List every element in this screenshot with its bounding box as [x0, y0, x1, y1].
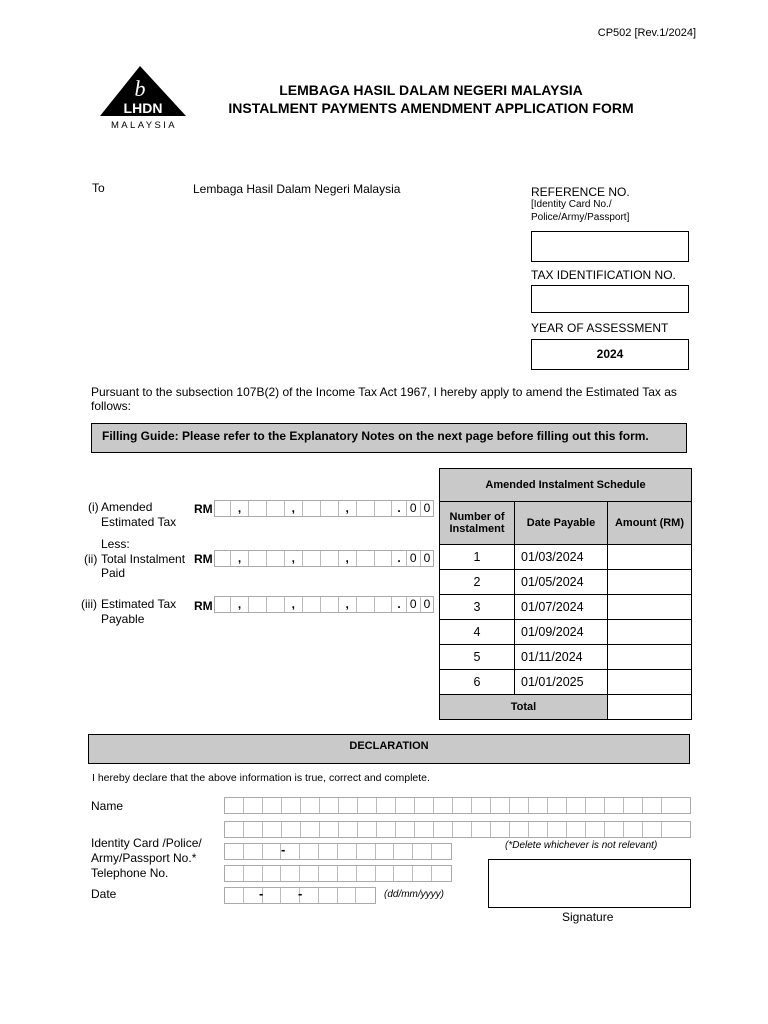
- date-payable: 01/03/2024: [515, 545, 608, 570]
- year-label: YEAR OF ASSESSMENT: [531, 321, 669, 335]
- identity-number-input[interactable]: [224, 843, 452, 860]
- lhdn-logo-icon: [96, 64, 192, 132]
- amount-row-3-label1: Estimated Tax: [101, 597, 177, 611]
- telephone-input[interactable]: [224, 865, 452, 882]
- thousand-sep: ,: [291, 501, 295, 515]
- instalment-number: 2: [440, 570, 515, 595]
- amount-row-3-label2: Payable: [101, 612, 145, 626]
- table-row: [440, 595, 692, 620]
- phone-label: Telephone No.: [91, 866, 169, 880]
- logo-subtext: MALAYSIA: [110, 120, 178, 131]
- name-label: Name: [91, 799, 124, 813]
- amount-row-1-label1: Amended: [101, 500, 153, 514]
- pursuant-text: Pursuant to the subsection 107B(2) of the Income Tax Act 1967, I hereby apply to amend the Estimated Tax as follows:: [91, 385, 677, 413]
- id-separator: -: [281, 842, 286, 857]
- total-instalment-paid-input[interactable]: [214, 550, 434, 567]
- instalment-number: 1: [440, 545, 515, 570]
- instalment-number: 3: [440, 595, 515, 620]
- amount-row-3-num: (iii): [81, 597, 97, 611]
- cents-digit: 0: [407, 501, 421, 516]
- tax-id-input[interactable]: [531, 285, 689, 313]
- col-date: Date Payable: [515, 502, 608, 545]
- date-payable: 01/01/2025: [515, 670, 608, 695]
- id-label-2: Army/Passport No.*: [91, 851, 197, 865]
- date-payable: 01/09/2024: [515, 620, 608, 645]
- filling-guide: Filling Guide: Please refer to the Explanatory Notes on the next page before filling out this form.: [91, 423, 687, 453]
- thousand-sep: ,: [237, 597, 242, 611]
- name-input-line-1[interactable]: [224, 797, 691, 814]
- thousand-sep: ,: [345, 501, 349, 515]
- total-amount-cell[interactable]: [608, 695, 692, 720]
- signature-box[interactable]: [488, 859, 691, 908]
- to-label: To: [92, 181, 105, 195]
- total-label: Total: [440, 695, 608, 720]
- col-number: Number of Instalment: [440, 502, 515, 545]
- date-payable: 01/05/2024: [515, 570, 608, 595]
- amount-cell[interactable]: [608, 645, 692, 670]
- tax-id-label: TAX IDENTIFICATION NO.: [531, 268, 676, 282]
- cents-digit: 0: [423, 597, 431, 611]
- date-separator: -: [259, 886, 264, 901]
- date-hint: (dd/mm/yyyy): [384, 889, 444, 900]
- cents-digit: 0: [407, 597, 421, 612]
- year-input[interactable]: 2024: [531, 339, 689, 370]
- table-row: [440, 545, 692, 570]
- currency-label-3: RM: [194, 599, 213, 613]
- signature-label: Signature: [562, 910, 614, 924]
- decimal-sep: .: [397, 551, 401, 565]
- lhdn-logo: [96, 64, 192, 132]
- amount-cell[interactable]: [608, 620, 692, 645]
- reference-label: REFERENCE NO.: [531, 185, 630, 199]
- amended-estimated-tax-input[interactable]: [214, 500, 434, 517]
- cents-digit: 0: [423, 501, 431, 515]
- cents-digit: 0: [423, 551, 431, 565]
- date-separator: -: [298, 886, 303, 901]
- logo-text: LHDN: [123, 100, 163, 116]
- id-label-1: Identity Card /Police/: [91, 836, 202, 850]
- thousand-sep: ,: [237, 551, 242, 565]
- amount-row-2-label2: Paid: [101, 566, 126, 580]
- title-line-1: LEMBAGA HASIL DALAM NEGERI MALAYSIA: [279, 82, 583, 98]
- amount-cell[interactable]: [608, 545, 692, 570]
- amount-row-2-num: (ii): [84, 552, 98, 566]
- thousand-sep: ,: [291, 551, 295, 565]
- date-payable: 01/07/2024: [515, 595, 608, 620]
- amount-row-2-label1: Total Instalment: [101, 552, 186, 566]
- reference-input[interactable]: [531, 231, 689, 262]
- declaration-text: I hereby declare that the above information is true, correct and complete.: [92, 772, 430, 784]
- instalment-schedule-table: [439, 468, 692, 720]
- table-row: [440, 570, 692, 595]
- name-input-line-2[interactable]: [224, 821, 691, 838]
- amount-cell[interactable]: [608, 595, 692, 620]
- instalment-number: 5: [440, 645, 515, 670]
- date-label: Date: [91, 887, 117, 901]
- table-row: [440, 620, 692, 645]
- thousand-sep: ,: [291, 597, 295, 611]
- instalment-number: 6: [440, 670, 515, 695]
- date-payable: 01/11/2024: [515, 645, 608, 670]
- currency-label-2: RM: [194, 552, 213, 566]
- decimal-sep: .: [397, 501, 401, 515]
- title-line-2: INSTALMENT PAYMENTS AMENDMENT APPLICATION FORM: [228, 100, 634, 116]
- reference-sublabel: [Identity Card No./ Police/Army/Passport]: [531, 199, 630, 223]
- table-row: [440, 645, 692, 670]
- amount-row-1-num: (i): [88, 500, 99, 514]
- amount-row-1-label2: Estimated Tax: [101, 515, 177, 529]
- currency-label-1: RM: [194, 502, 213, 516]
- to-value: Lembaga Hasil Dalam Negeri Malaysia: [193, 182, 401, 196]
- table-row: [440, 670, 692, 695]
- cents-digit: 0: [407, 551, 421, 566]
- less-label: Less:: [101, 537, 130, 551]
- svg-text:b: b: [134, 76, 146, 101]
- col-amount: Amount (RM): [608, 502, 692, 545]
- delete-note: (*Delete whichever is not relevant): [505, 840, 658, 851]
- amount-cell[interactable]: [608, 670, 692, 695]
- schedule-title: Amended Instalment Schedule: [440, 469, 692, 502]
- declaration-title: DECLARATION: [88, 734, 690, 764]
- amount-cell[interactable]: [608, 570, 692, 595]
- estimated-tax-payable-input[interactable]: [214, 596, 434, 613]
- decimal-sep: .: [397, 597, 401, 611]
- thousand-sep: ,: [237, 501, 242, 515]
- total-row: [440, 695, 692, 720]
- instalment-number: 4: [440, 620, 515, 645]
- thousand-sep: ,: [345, 551, 349, 565]
- form-code: CP502 [Rev.1/2024]: [597, 27, 696, 39]
- thousand-sep: ,: [345, 597, 349, 611]
